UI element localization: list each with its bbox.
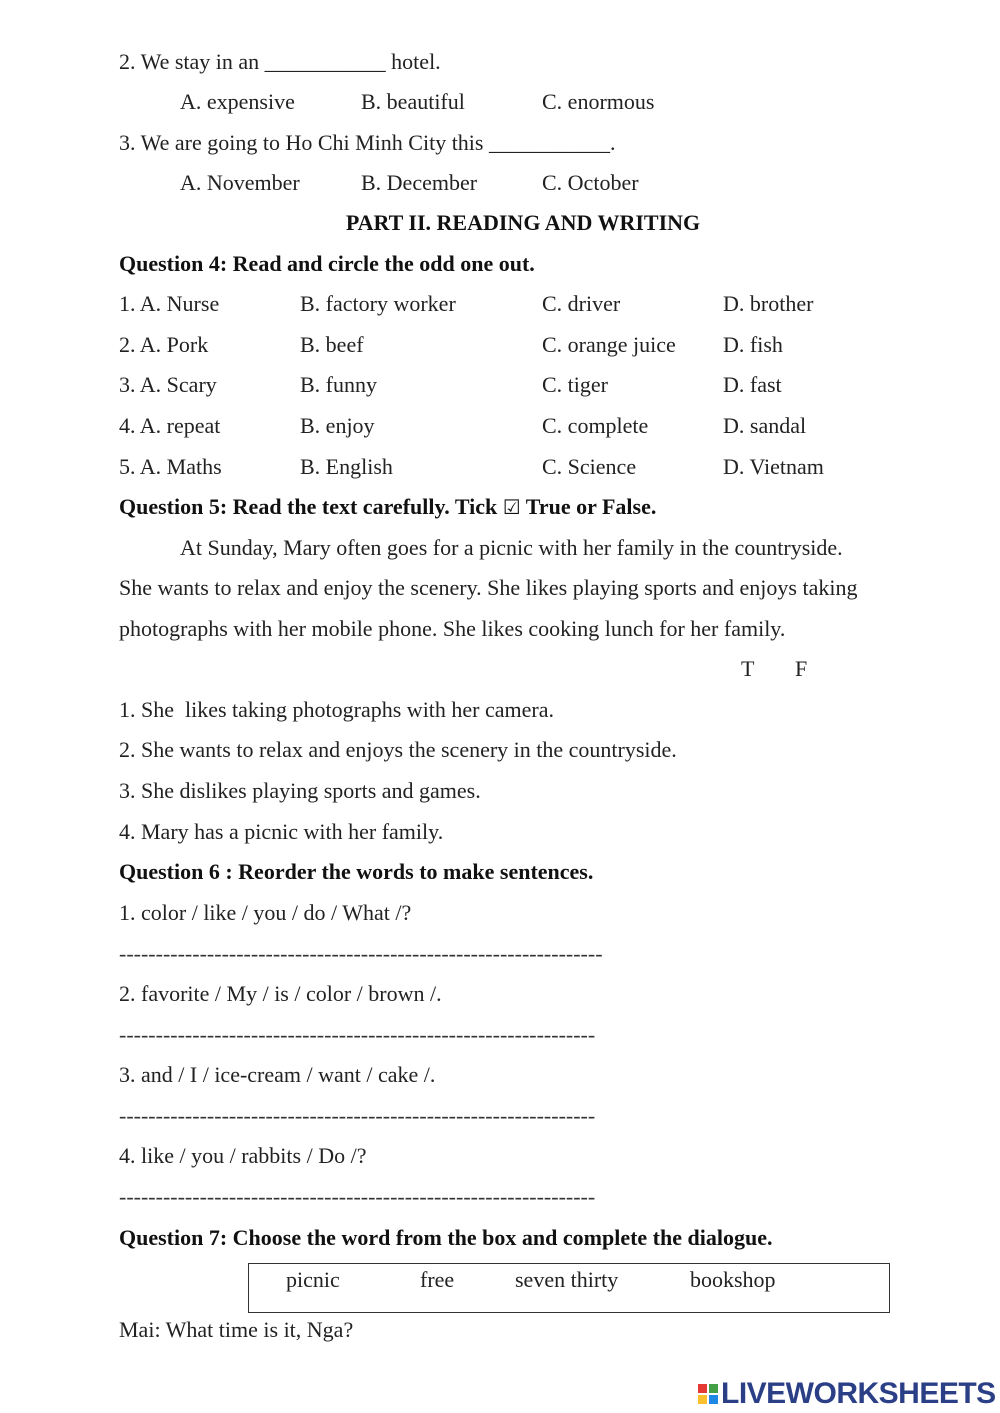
mcq-2-option-c[interactable]: C. enormous bbox=[542, 89, 655, 114]
word-box-free[interactable]: free bbox=[420, 1267, 455, 1292]
q5-statement-1: 1. She likes taking photographs with her camera. bbox=[119, 697, 555, 722]
q4-row2-a[interactable]: 2. A. Pork bbox=[119, 332, 209, 357]
word-box-bookshop[interactable]: bookshop bbox=[690, 1267, 776, 1292]
q5-statement-3: 3. She dislikes playing sports and games. bbox=[119, 778, 481, 803]
q5-title bbox=[119, 493, 656, 521]
q4-row2-c[interactable]: C. orange juice bbox=[542, 332, 676, 357]
q4-row4-a[interactable]: 4. A. repeat bbox=[119, 413, 221, 438]
q4-row3-b[interactable]: B. funny bbox=[300, 372, 377, 397]
q4-row1-a[interactable]: 1. A. Nurse bbox=[119, 291, 220, 316]
q7-dialogue-line-1: Mai: What time is it, Nga? bbox=[119, 1317, 354, 1342]
q6-answer-line-2[interactable]: ----------------------------------------------------------------- bbox=[119, 1022, 596, 1047]
q4-title: Question 4: Read and circle the odd one out. bbox=[119, 251, 535, 276]
mcq-2-stem: 2. We stay in an ___________ hotel. bbox=[119, 49, 441, 74]
q5-passage-line-2: She wants to relax and enjoy the scenery. She likes playing sports and enjoys taking bbox=[119, 575, 858, 600]
q4-row4-b[interactable]: B. enjoy bbox=[300, 413, 375, 438]
liveworksheets-logo bbox=[698, 1377, 996, 1411]
word-box-picnic[interactable]: picnic bbox=[286, 1267, 340, 1292]
q4-row2-b[interactable]: B. beef bbox=[300, 332, 364, 357]
false-column-header: F bbox=[795, 656, 808, 681]
q7-title: Question 7: Choose the word from the box and complete the dialogue. bbox=[119, 1225, 773, 1250]
q5-title-post: True or False. bbox=[520, 494, 657, 519]
q6-item-1: 1. color / like / you / do / What /? bbox=[119, 900, 412, 925]
mcq-3-option-a[interactable]: A. November bbox=[180, 170, 300, 195]
q5-statement-2: 2. She wants to relax and enjoys the scenery in the countryside. bbox=[119, 737, 677, 762]
q4-row5-c[interactable]: C. Science bbox=[542, 454, 637, 479]
q6-answer-line-4[interactable]: ----------------------------------------------------------------- bbox=[119, 1184, 596, 1209]
checkbox-icon: ☑ bbox=[502, 495, 521, 519]
word-box-seven-thirty[interactable]: seven thirty bbox=[515, 1267, 619, 1292]
q6-title: Question 6 : Reorder the words to make sentences. bbox=[119, 859, 594, 884]
part-2-title: PART II. READING AND WRITING bbox=[345, 210, 701, 235]
q4-row4-c[interactable]: C. complete bbox=[542, 413, 649, 438]
q5-passage-line-3: photographs with her mobile phone. She likes cooking lunch for her family. bbox=[119, 616, 786, 641]
q4-row5-a[interactable]: 5. A. Maths bbox=[119, 454, 222, 479]
mcq-3-option-c[interactable]: C. October bbox=[542, 170, 639, 195]
q6-item-3: 3. and / I / ice-cream / want / cake /. bbox=[119, 1062, 436, 1087]
true-column-header: T bbox=[741, 656, 755, 681]
q6-item-2: 2. favorite / My / is / color / brown /. bbox=[119, 981, 442, 1006]
q6-answer-line-3[interactable]: ----------------------------------------------------------------- bbox=[119, 1103, 596, 1128]
q4-row1-c[interactable]: C. driver bbox=[542, 291, 621, 316]
q4-row5-b[interactable]: B. English bbox=[300, 454, 393, 479]
q6-item-4: 4. like / you / rabbits / Do /? bbox=[119, 1143, 367, 1168]
mcq-3-option-b[interactable]: B. December bbox=[361, 170, 478, 195]
q5-passage-line-1: At Sunday, Mary often goes for a picnic with her family in the countryside. bbox=[180, 535, 843, 560]
q4-row2-d[interactable]: D. fish bbox=[723, 332, 783, 357]
q4-row3-d[interactable]: D. fast bbox=[723, 372, 782, 397]
mcq-2-option-a[interactable]: A. expensive bbox=[180, 89, 295, 114]
mcq-3-stem: 3. We are going to Ho Chi Minh City this ___________. bbox=[119, 130, 616, 155]
q6-answer-line-1[interactable]: ------------------------------------------------------------------ bbox=[119, 941, 603, 966]
q4-row3-c[interactable]: C. tiger bbox=[542, 372, 608, 397]
q5-statement-4: 4. Mary has a picnic with her family. bbox=[119, 819, 444, 844]
mcq-2-option-b[interactable]: B. beautiful bbox=[361, 89, 465, 114]
q5-title-pre: Question 5: Read the text carefully. Tick bbox=[119, 494, 503, 519]
q4-row3-a[interactable]: 3. A. Scary bbox=[119, 372, 217, 397]
liveworksheets-logo-text: LIVEWORKSHEETS bbox=[721, 1377, 996, 1410]
q4-row1-d[interactable]: D. brother bbox=[723, 291, 814, 316]
q4-row4-d[interactable]: D. sandal bbox=[723, 413, 807, 438]
q4-row1-b[interactable]: B. factory worker bbox=[300, 291, 456, 316]
liveworksheets-logo-icon bbox=[698, 1384, 718, 1404]
q4-row5-d[interactable]: D. Vietnam bbox=[723, 454, 824, 479]
